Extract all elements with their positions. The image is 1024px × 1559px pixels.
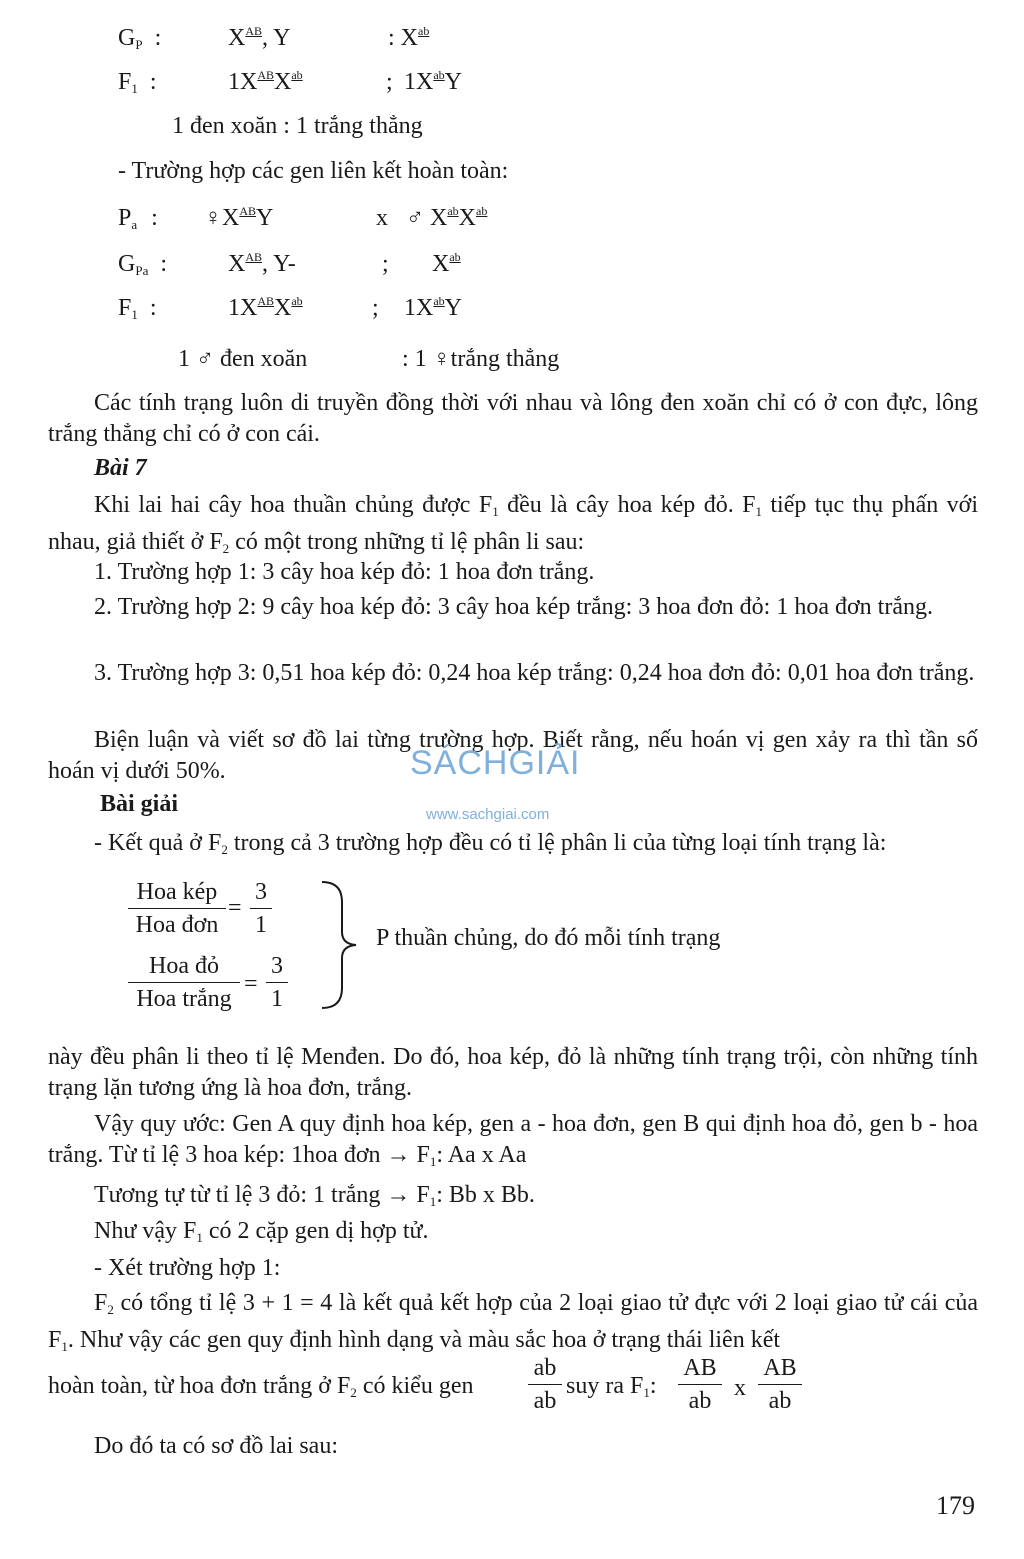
- genotype-f1-right: $\frac{AB}{ab}$: [758, 1356, 802, 1413]
- gpa-label: $G_{Pa}$ :: [118, 251, 168, 278]
- case-3: 3. Trường hợp 3: 0,51 hoa kép đỏ: 0,24 hoa kép trắng: 0,24 hoa đơn đỏ: 0,01 hoa đơn trắng.: [94, 660, 975, 686]
- solution-paragraph-9: Do đó ta có sơ đồ lai sau:: [94, 1433, 338, 1459]
- right-brace: [318, 880, 362, 1010]
- fraction-do-trang: Hoa đỏ Hoa trắng: [128, 954, 240, 1011]
- watermark-logo: SÁCHGIẢI: [410, 744, 581, 782]
- eq-sign-2: =: [244, 971, 258, 997]
- gpa-separator: ;: [382, 251, 389, 277]
- f1-separator-2: ;: [372, 295, 379, 321]
- f1-label: $F_1$ :: [118, 69, 157, 96]
- exercise-intro: Khi lai hai cây hoa thuần chủng được $F_1$ đều là cây hoa kép đỏ. $F_1$ tiếp tục thụ phấn với nhau, giả thiết ở $F_2$ có một trong những tỉ lệ phân li sau:: [48, 492, 978, 556]
- fraction-ratio-2: $\frac{3}{1}$: [266, 954, 288, 1011]
- pa-label: $P_a$ :: [118, 205, 158, 232]
- solution-paragraph-8: hoàn toàn, từ hoa đơn trắng ở $F_2$ có kiểu gen: [48, 1373, 474, 1400]
- conclusion-paragraph: Các tính trạng luôn di truyền đồng thời với nhau và lông đen xoăn chỉ có ở con đực, lông trắng thẳng chỉ có ở con cái.: [48, 390, 978, 447]
- solution-paragraph-4: Tương tự từ tỉ lệ 3 đỏ: 1 trắng → $F_1$: Bb x Bb.: [94, 1182, 535, 1209]
- gp-label: $G_P$ :: [118, 25, 162, 52]
- solution-paragraph-5: Như vậy $F_1$ có 2 cặp gen dị hợp tử.: [94, 1218, 429, 1245]
- case-2: 2. Trường hợp 2: 9 cây hoa kép đỏ: 3 cây hoa kép trắng: 3 hoa đơn đỏ: 1 hoa đơn trắng.: [94, 594, 933, 620]
- genotype-ab-ab: $\frac{ab}{ab}$: [528, 1356, 562, 1413]
- exercise-title: Bài 7: [94, 455, 147, 481]
- f1-genotype-a: $1X^{AB}X^{ab}$: [228, 68, 303, 95]
- solution-paragraph-2: này đều phân li theo tỉ lệ Menđen. Do đó, hoa kép, đỏ là những tính trạng trội, còn những tính trạng lặn tương ứng là hoa đơn, trắng.: [48, 1044, 978, 1101]
- gpa-gamete-b: $X^{ab}$: [432, 250, 461, 277]
- f1-genotype-b-2: $1X^{ab}Y$: [404, 294, 463, 321]
- case-1: 1. Trường hợp 1: 3 cây hoa kép đỏ: 1 hoa đơn trắng.: [94, 559, 595, 585]
- f1-separator: ;: [386, 69, 393, 95]
- solution-paragraph-8-suffix: suy ra $F_1$:: [566, 1373, 657, 1400]
- ratio-line-2-left: 1 ♂ đen xoăn: [178, 346, 308, 372]
- f1-genotype-b: $1X^{ab}Y$: [404, 68, 463, 95]
- case-title: - Trường hợp các gen liên kết hoàn toàn:: [118, 158, 509, 184]
- f1-label-2: $F_1$ :: [118, 295, 157, 322]
- brace-text: P thuần chủng, do đó mỗi tính trạng: [376, 925, 721, 951]
- gp-gamete-a: $X^{AB}$, Y: [228, 24, 291, 51]
- pa-male: ♂ $X^{ab}X^{ab}$: [406, 204, 488, 231]
- gpa-gamete-a: $X^{AB}$, Y-: [228, 250, 296, 277]
- ratio-line-2-right: : 1 ♀trắng thẳng: [402, 346, 560, 372]
- watermark-url: www.sachgiai.com: [426, 806, 550, 823]
- page-number: 179: [936, 1491, 975, 1520]
- task-paragraph: Biện luận và viết sơ đồ lai từng trường hợp. Biết rằng, nếu hoán vị gen xảy ra thì tần số hoán vị dưới 50%.: [48, 727, 978, 784]
- f1-genotype-a-2: $1X^{AB}X^{ab}$: [228, 294, 303, 321]
- solution-paragraph-7: $F_2$ có tổng tỉ lệ 3 + 1 = 4 là kết quả kết hợp của 2 loại giao tử đực với 2 loại giao tử cái của $F_1$. Như vậy các gen quy định hình dạng và màu sắc hoa ở trạng thái liên kết: [48, 1290, 978, 1354]
- pa-cross-x: x: [376, 205, 388, 231]
- genotype-f1-left: $\frac{AB}{ab}$: [678, 1356, 722, 1413]
- solution-paragraph-6: - Xét trường hợp 1:: [94, 1255, 281, 1281]
- solution-title: Bài giải: [100, 791, 179, 817]
- genotype-cross-x: x: [734, 1375, 746, 1401]
- solution-paragraph-3: Vậy quy ước: Gen A quy định hoa kép, gen a - hoa đơn, gen B qui định hoa đỏ, gen b - hoa trắng. Từ tỉ lệ 3 hoa kép: 1hoa đơn → $F_1$: Aa x Aa: [48, 1111, 978, 1169]
- pa-female: $♀X^{AB}Y$: [204, 204, 274, 231]
- ratio-line: 1 đen xoăn : 1 trắng thẳng: [172, 113, 423, 139]
- fraction-kep-don: Hoa kép Hoa đơn: [128, 880, 226, 937]
- gp-gamete-b: : $X^{ab}$: [388, 24, 430, 51]
- fraction-ratio-1: $\frac{3}{1}$: [250, 880, 272, 937]
- eq-sign-1: =: [228, 895, 242, 921]
- solution-line-1: - Kết quả ở $F_2$ trong cả 3 trường hợp đều có tỉ lệ phân li của từng loại tính trạng là:: [94, 830, 887, 857]
